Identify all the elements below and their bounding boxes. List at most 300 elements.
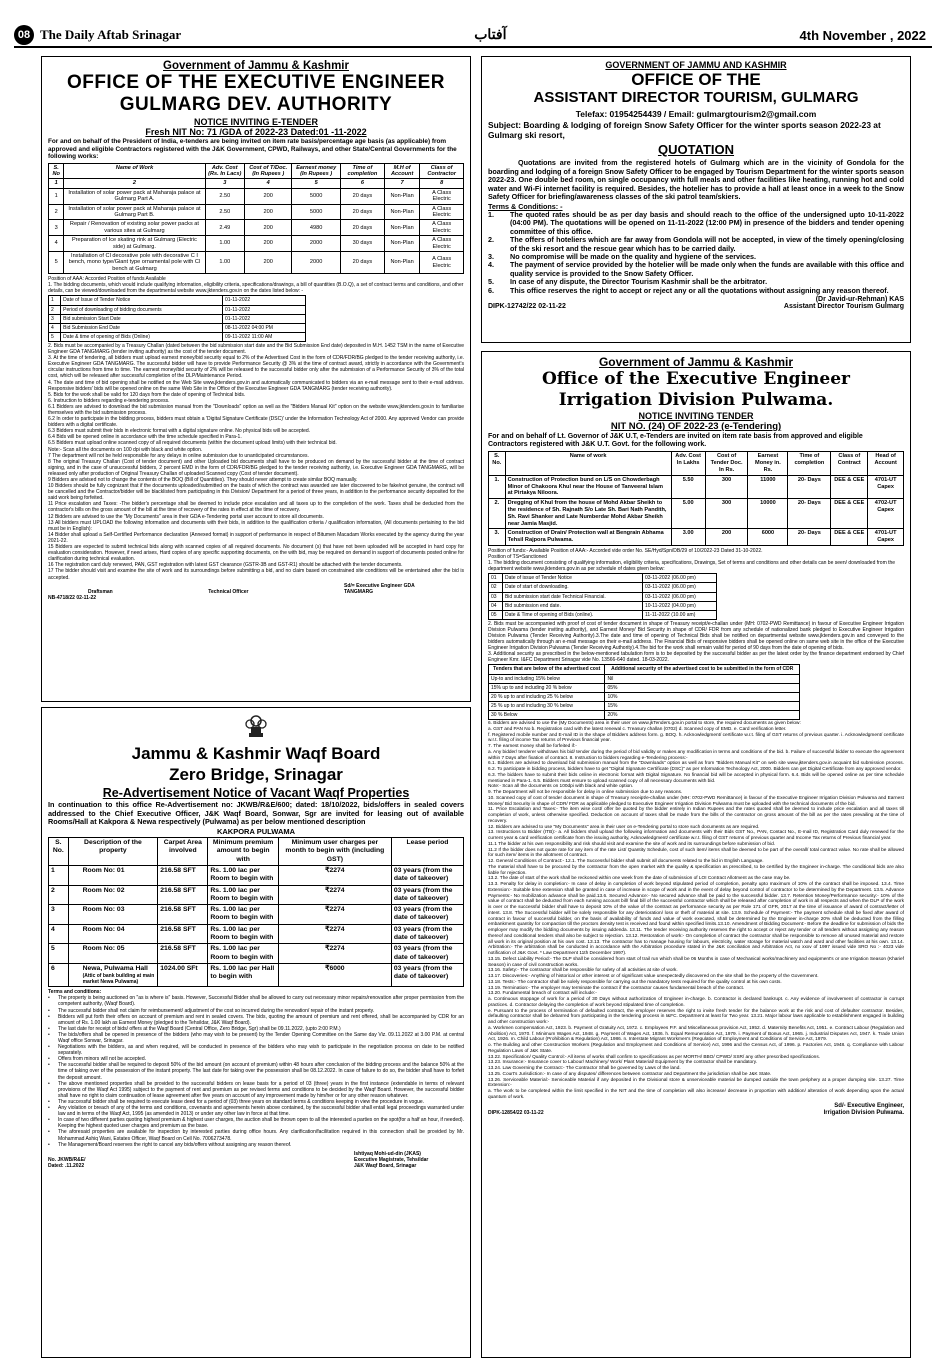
- tourism-sig-name: (Dr Javid-ur-Rehman) KAS: [815, 296, 904, 304]
- irr-clause: 11. Price Escalation and Taxes:- The item wise cost/ offer be quoted by the bidder entirely in Indian Rupees and the rates quoted shall be deemed to include price escalation and all taxes till completion of work, unless otherwise specified. Deduction on account of taxes shall be made from the bills of the contractor on gross amount of the bill as per the rates prevailing at the time of recovery.: [488, 807, 904, 824]
- list-item: [48, 1117, 464, 1129]
- gda-col-number: 8: [420, 179, 464, 188]
- gda-clause: 11 Price escalation and Taxes: -The bidder's percentage shall be deemed to include price escalation and all taxes up to the completion of the work. Taxes shall be deducted from the contractor's bills on the gross amount of the bill at the time of recovery of the rates in effect at the time of recovery.: [48, 501, 464, 514]
- paper-name: The Daily Aftab Srinagar: [40, 27, 182, 42]
- waqf-terms: [48, 995, 464, 1147]
- gda-date-value: 09-11-2022 11:00 AM: [222, 332, 305, 341]
- irr-clause: 7. The earnest money shall be forfeited if:-: [488, 744, 577, 750]
- irr-cell-cls: DEE & CEE: [831, 475, 868, 498]
- bullet-icon: •: [48, 1013, 50, 1020]
- waqf-cell-charges: ₹2274: [278, 905, 391, 925]
- table-row: [489, 683, 800, 692]
- gda-cell-mh: Non-Plan: [384, 188, 419, 204]
- table-row: [489, 475, 904, 498]
- irr-cell-cost: 5.50: [671, 475, 705, 498]
- waqf-term-text: The property is being auctioned on "as is where is" basis. However, Successful Bidder shall be allowed to carry out necessary minor repairs/renovation after proper permission from the competent authority, (Waqf Board).: [58, 995, 464, 1008]
- table-row: [49, 905, 464, 925]
- waqf-ref-date: Dated: .11.2022: [48, 1162, 85, 1169]
- irr-govt: Government of Jammu & Kashmir: [598, 355, 794, 369]
- gda-office-line1: OFFICE OF THE EXECUTIVE ENGINEER: [66, 72, 446, 93]
- irr-clause: 12. Bidders are advised to use "My Documents" area in their user on e-Tendering portal to store such documents as are required.: [488, 824, 760, 830]
- gda-col-header: M.H of Account: [384, 163, 419, 179]
- bullet-icon: •: [48, 1056, 50, 1063]
- gda-col-number: 1: [49, 179, 64, 188]
- tourism-term-number: 2.: [488, 235, 494, 245]
- gda-date-n: 1: [49, 296, 61, 305]
- waqf-cell-lease: 03 years (from the date of takeover): [391, 944, 463, 964]
- irr-clause: 6.3. The bidders have to submit their bids online in electronic format with Digital Signature. No financial bid will be accepted in physical form. 6.4. Bids will be opened online as per time schedule mentioned in Para-1. 6.5. Bidders must ensure to upload scanned copy of all necessary documents with bid.: [488, 772, 904, 784]
- waqf-term-text: The successful bidder shall be required to execute lease deed for a period of (03) three years on standard terms & conditions keeping in view the procedure in vogue.: [58, 1098, 425, 1105]
- gda-clause: 16 The registration card duly renewed, PAN, GST registration with latest GST clearance (GSTR-3B and GST-R1) should be attached with the tender documents.: [48, 562, 403, 569]
- table-row: [489, 701, 800, 710]
- irr-clause: 13.17. Discoveries:- Anything of historical or other interest or of significant value unexpectedly discovered on the site shall be the property of the Government.: [488, 974, 819, 980]
- waqf-location: KAKPORA PULWAMA: [216, 827, 296, 837]
- table-row: [49, 944, 464, 964]
- irr-clause: a. Continuous stoppage of work for a period of 30 Days without authorization of Engineer in-charge. b. Contractor is declared bankrupt. c. Any evidence of involvement of contractor in corrupt practices. d. Contractor delaying the completion of work beyond stipulated time of completion.: [488, 997, 904, 1008]
- gda-cell-name: Installation of solar power pack at Maharaja palace at Gulmarg Part A.: [64, 188, 205, 204]
- table-row: [489, 592, 717, 601]
- waqf-cell-desc: [68, 885, 158, 905]
- gda-clause: 2. Bids must be accompanied by a Treasury Challan (dated between the bid submission start date and the Bid Submission End date) deposited in M.H. 1452 TSM in the name of Executive Engineer GDA TANGMARG (tender inviting authority) as the cost of the tender document.: [48, 342, 464, 356]
- waqf-cell-premium: Rs. 1.00 lac per Room to begin with: [208, 866, 279, 886]
- gda-position: Position of AAA: Accorded Position of funds Available: [48, 276, 166, 283]
- gda-ref: NB-4718/22 02-11-22: [48, 594, 97, 601]
- tourism-term-number: 5.: [488, 277, 494, 287]
- irr-sec-header: Additional security of the advertised cost to be submitted in the form of CDR: [605, 665, 800, 674]
- gda-clause: Note:- Scan all the documents on 100 dpi with black and white option.: [48, 446, 203, 453]
- irr-cell-emd: 6000: [748, 529, 788, 546]
- bullet-icon: •: [48, 1098, 50, 1105]
- gda-clause: 6.4 Bids will be opened online in accordance with the time schedule specified in Para-1.: [48, 434, 242, 441]
- waqf-cell-area: 216.58 SFT: [158, 905, 208, 925]
- gda-cell-sno: 3: [49, 220, 64, 236]
- gda-cell-time: 30 days: [340, 236, 384, 252]
- list-item: [48, 995, 464, 1007]
- waqf-desc: Room No: 05: [82, 945, 125, 953]
- waqf-col-header: S. No.: [49, 838, 69, 866]
- irr-col-header: Name of work: [505, 452, 671, 475]
- irr-cell-sno: 1.: [489, 475, 506, 498]
- gda-date-label: Date & time of opening of Bids (Online): [61, 332, 223, 341]
- waqf-cell-sno: 2: [49, 885, 69, 905]
- gda-sig-technical: Technical Officer: [208, 588, 249, 595]
- page-header: [14, 24, 932, 48]
- gda-sig-engineer: Sd/= Executive Engineer GDA TANGMARG: [344, 582, 415, 595]
- irr-clause: 13. Instructions to Bidder (ITB):- a. All bidders shall upload the following information and documents with their Bids GST No., PAN, Contact No., E-mail ID, Registration Card duly renewed for the current year & card verification certificate from the issuing authority, Acknowledgment/ certificate w.r.t. filing of GST returns of previous quarter and Income Tax returns of Previous financial year.: [488, 830, 904, 842]
- irr-date-label: Bid submission start date Technical Financial.: [502, 592, 642, 601]
- irrigation-tender-ad: [481, 351, 911, 1358]
- gda-clause: 8 The original Treasury Challan (Cost of tender document) and other Uploaded bid documents shall have to be produced on demand by the successful bidder at the time of contract signing, and in the case of unsuccessful bidders, 2 percent EMD in the form of CDR/FDR/BG pledged to the tender receiving authority, i.e. Executive Engineer GDA TANGMARG, will be released only after production of Original Treasury Challan of uploaded Scanned copy (Cost of tender document).: [48, 458, 464, 477]
- table-row: [489, 583, 717, 592]
- waqf-desc: Room No: 02: [82, 886, 125, 894]
- irr-clauses-b: [488, 721, 904, 1101]
- page-number: 08: [14, 25, 34, 45]
- irr-date-value: 11-11-2022 (10.00 am): [642, 610, 716, 619]
- bullet-icon: •: [48, 1117, 50, 1124]
- gda-cell-time: 20 days: [340, 220, 384, 236]
- irr-clause: a. GST and PAN No b. Registration card with the latest renewal c. Treasury challan (0702) d. Scanned copy of EMD. e. Card verification letter.: [488, 726, 787, 732]
- irr-clause: 13.15. Defect Liability Period:- The DLP shall be considered from start of trail run which shall be 06 Months in case of Mechanical works/machinery and equipment's or one Irrigation Season (Kharief Season) in case of civil construction works.: [488, 956, 904, 968]
- gda-cell-sno: 2: [49, 204, 64, 220]
- tourism-subject: Subject: Boarding & lodging of foreign Snow Safety Officer for the winter sports season 2022-23 at Gulmarg ski resort,: [488, 120, 881, 140]
- waqf-title1: Jammu & Kashmir Waqf Board: [131, 744, 381, 763]
- irr-clause: 2. Bids must be accompanied with proof of cost of tender document in shape of Treasury receipt/e-challan under (MH: 0702-PWD Remittance) in favour of Executive Engineer Irrigation Division Pulwama (tender inviting authority), and Earnest Money/ Bid Security in shape of CDR/ FDR from any schedule of nationalized bank pledged to Executive Engineer Irrigation Division Pulwama (Tender Receiving Authority).3.The date and time of opening of Technical Bids shall be notified on departmental website www.jktenders.gov.in and conveyed to the bidders automatically through an e-mail message on their e-mail address. The Financial Bids of responsive bidders shall be opened online on same web site in the office of the Executive Engineer Irrigation Division Pulwama (Tender Receiving Authority).4.The bid for the work shall remain valid for period of 90 days from the date of opening of bids.: [488, 620, 904, 652]
- table-row: [489, 499, 904, 529]
- table-row: [489, 574, 717, 583]
- table-row: [489, 710, 800, 719]
- gda-col-number: 7: [384, 179, 419, 188]
- issue-date: 4th November , 2022: [799, 27, 926, 43]
- irr-date-value: 03-11-2022 (06.00 pm): [642, 592, 716, 601]
- waqf-cell-charges: ₹2274: [278, 866, 391, 886]
- irr-cell-time: 20- Days: [788, 499, 831, 529]
- irr-cell-emd: 11000: [748, 475, 788, 498]
- gda-cell-emd: 4980: [292, 220, 341, 236]
- gda-cell-sno: 4: [49, 236, 64, 252]
- gda-cell-tdoc: 200: [245, 204, 292, 220]
- tourism-office-line1: OFFICE OF THE: [631, 70, 761, 89]
- waqf-cell-lease: 03 years (from the date of takeover): [391, 963, 463, 986]
- irr-clause: 13.20. Fundamental breach of contract will include:-: [488, 991, 597, 997]
- list-item: [48, 1044, 464, 1056]
- table-row: [489, 692, 800, 701]
- gda-date-value: 01-11-2022: [222, 305, 305, 314]
- tourism-quotation-ad: [481, 56, 911, 343]
- irr-notice: NOTICE INVITING TENDER: [638, 411, 754, 421]
- gda-date-n: 3: [49, 314, 61, 323]
- gda-cell-cost: 2.49: [205, 220, 245, 236]
- tourism-body: Quotations are invited from the registered hotels of Gulmarg which are in the vicinity of Gondola for the boarding and lodging of a foreign Snow Safety Officer to be engaged by Tourism Department for the winter sports season 2022-23. One double bed room, on single occupancy with full meals and other facilities like heating, running hot and cold water and Wi-Fi internet facility is required. Besides, the hotelier has to provide a hall at least once in a week to the Snow Safety Officer for briefing/awareness classes of the ski patrol team/skiers.: [488, 158, 904, 202]
- irr-clause: 13.23. Insurance:- Insurance cover to Labour/ Machinery/ Work/ Plant Material/ Equipment by the contractor shall be mandatory.: [488, 1060, 758, 1066]
- gda-col-header: Class of Contractor: [420, 163, 464, 179]
- irr-clause: 13.24. Law Governing the Contract:- The Contractor Shall be governed by Laws of the land.: [488, 1066, 681, 1072]
- table-row: [489, 674, 800, 683]
- irr-clause: f. Registered mobile number and E-mail ID in the shape of Bidders address form. g. BOQ. h. Acknowledgment/ certificate w.r.t. filing of GST returns of previous quarter. i. Acknowledgment/ certificate w.r.t. filing of income Tax returns of Previous financial year.: [488, 732, 904, 744]
- irr-sec-header: Tenders that are below of the advertised cost: [489, 665, 605, 674]
- irr-col-header: S. No.: [489, 452, 506, 475]
- irr-cell-sno: 3.: [489, 529, 506, 546]
- table-row: [49, 188, 464, 204]
- gda-col-header: S. No: [49, 163, 64, 179]
- table-row: [49, 204, 464, 220]
- tourism-term-text: The offers of hoteliers which are far away from Gondola will not be accepted, in view of the timely opening/closing of the ski resort and the rescue gear which has to be carried daily.: [510, 235, 904, 253]
- irr-cell-name: Construction of Drain/ Protection wall at Bengrain Abhama Tehsil Rajpora Pulwama.: [505, 529, 671, 546]
- tourism-term-text: The quoted rates should be as per day basis and should reach to the office of the undersigned upto 10-11-2022 (04:00 PM). The quotations will be opened on 11-11-2022 (12:00 PM) in presence of the bidders and tender opening committee of this office.: [510, 209, 904, 236]
- tourism-term-number: 1.: [488, 209, 494, 219]
- gda-cell-cls: A Class Electric: [420, 251, 464, 273]
- list-item: [488, 287, 904, 295]
- bullet-icon: •: [48, 1080, 50, 1087]
- irr-cell-time: 20- Days: [788, 475, 831, 498]
- gda-col-header: Cost of T/Doc. (In Rupees ): [245, 163, 292, 179]
- gda-cell-name: Preparation of Ice skating rink at Gulmarg (Electric side) at Gulmarg.: [64, 236, 205, 252]
- waqf-term-text: Any violation or breach of any of the terms and conditions, covenants and agreements herein above contained, by the successful bidder shall entail legal proceedings warranted under law and in terms of the Waqf Act, 1995 (as amended in 2013) or under any other law in force at that time.: [58, 1105, 464, 1118]
- table-row: [49, 296, 306, 305]
- waqf-subtitle: Re-Advertisement Notice of Vacant Waqf Properties: [102, 786, 410, 800]
- irr-clause: The material shall have to be procured by the contractor from the open market with the quality & specification as prescribed, to be certified by the Engineer in-charge. The conditional bids are also liable for rejection.: [488, 864, 904, 876]
- irr-clause: 13.25. Court's Jurisdiction:- In case of any disputes/ differences between contractor and Department the jurisdiction shall be J&K State.: [488, 1071, 772, 1077]
- gda-tender-ad: [41, 56, 471, 702]
- irr-sec-cell: 20%: [605, 710, 800, 719]
- irr-clause: 12. General Conditions of Contract:- 12.1. The Successful bidder shall submit all documents related to the bid in English Language.: [488, 859, 764, 865]
- state-emblem-icon: [243, 711, 269, 739]
- gda-cell-tdoc: 200: [245, 251, 292, 273]
- waqf-term-text: The above mentioned properties shall be provided to the successful bidders on lease basis for a period of 03 (three) years in the first instance (extendable in terms of relevant provisions of the Waqf Act 1995) subject to the payment of rent and premium as per revised terms and conditions to be decided by the Waqf Board. However, the successful bidder shall have no right to claim continuation of lease agreement after five years on account of any improvement made by him/her or for any other reason whatever.: [58, 1080, 464, 1099]
- gda-date-value: 08-11-2022 04:00 PM: [222, 323, 305, 332]
- irr-col-header: Cost of Tender Doc. In Rs.: [705, 452, 748, 475]
- irr-col-header: Class of Contract: [831, 452, 868, 475]
- tourism-term-number: 3.: [488, 252, 494, 261]
- irr-cell-tdoc: 300: [705, 475, 748, 498]
- gda-cell-mh: Non-Plan: [384, 220, 419, 236]
- irr-clause: a. The work to be completed within the limit specified in the NIT and the time of completion will also increase/ decrease in proportion with addition/ alteration of work depending upon the actual quantum of work.: [488, 1089, 904, 1100]
- gda-clause: 15 Bidders are expected to submit technical bids along with scanned copies of all required documents. No document (s) that have not been uploaded will be accepted in hard copy for evaluation consideration. However, if need arises, Hard copies of any specific supporting documents, on the with bid, may be required on demand in support of documents posted online for clarification during technical evaluation.: [48, 544, 464, 563]
- irr-clause: 13.18. Tests:- The contractor shall be solely responsible for carrying out the mandatory tests required for the quality control at his own costs.: [488, 979, 782, 985]
- irr-cell-time: 20- Days: [788, 529, 831, 546]
- waqf-cell-sno: 5: [49, 944, 69, 964]
- waqf-term-text: Negotiations with the bidders, as and when required, will be conducted in presence of the bidders who may wish to participate in the negotiation process on date to be notified separately.: [58, 1044, 464, 1057]
- irr-sig-name: Sd/- Executive Engineer,: [834, 1102, 904, 1109]
- gda-cell-cost: 1.00: [205, 251, 245, 273]
- gda-clause: 6.3 Bidders must submit their bids in electronic format with a digital signature online. No physical bids will be accepted.: [48, 428, 311, 435]
- list-item: [48, 1129, 464, 1141]
- waqf-cell-charges: ₹2274: [278, 944, 391, 964]
- waqf-col-header: Carpet Area involved: [158, 838, 208, 866]
- irr-col-header: Head of Account: [868, 452, 904, 475]
- irr-col-header: Time of completion: [788, 452, 831, 475]
- table-row: [49, 885, 464, 905]
- irr-sec-cell: 20 % up to and including 25 % below: [489, 692, 605, 701]
- gda-clause: 6.5 Bidders must upload online scanned copy of all required documents (within the document upload limits) with their technical bid.: [48, 440, 337, 447]
- tourism-term-number: 6.: [488, 285, 494, 295]
- tourism-office-line2: ASSISTANT DIRECTOR TOURISM, GULMARG: [533, 89, 859, 106]
- irr-dates-table: [488, 573, 717, 619]
- gda-sig-draftsman: Draftsman: [88, 588, 113, 595]
- waqf-cell-charges: ₹2274: [278, 924, 391, 944]
- gda-col-number: 5: [292, 179, 341, 188]
- bullet-icon: •: [48, 1105, 50, 1112]
- irr-clause: 13.26. Serviceable Material:- Serviceable Material if any deposited in the Divisional store & unserviceable material be dumped outside the town periphery at a proper dumping site. 13.27. Time Extension:-: [488, 1077, 904, 1089]
- irr-sec-cell: 05%: [605, 683, 800, 692]
- waqf-desc-note: (Attic of bank building at main market Newa Pulwama): [82, 973, 155, 986]
- gda-cell-tdoc: 200: [245, 220, 292, 236]
- table-row: [49, 963, 464, 986]
- waqf-term-text: The last date for receipt of bids/ offers at the Waqf Board (Central Office, Zero Bridge, Sgr) shall be 09.11.2022, (upto 2:00 P.M.): [58, 1025, 341, 1032]
- gda-cell-mh: Non-Plan: [384, 204, 419, 220]
- irr-sec-cell: 25 % up to and including 30 % below: [489, 701, 605, 710]
- waqf-cell-charges: ₹6000: [278, 963, 391, 986]
- table-row: [49, 323, 306, 332]
- irr-clause: o. The Building and other Construction Workers (Regulation and Employment and Conditions of Service) Act, 1996 and the Census Act, of 1996. p. Factories Act, 1948. q. Compliance with Labour Regulation Laws of J&K State.: [488, 1043, 904, 1054]
- waqf-term-text: Bidders will put forth their offers on account of premium and rent in sealed covers. The bids, quoting the amount of premium and rent offered, shall be accompanied by CDR for an amount of Rs. 1.00 lakh as Earnest Money (pledged to the Tehsildar, J&K Waqf Board).: [58, 1013, 464, 1026]
- irr-clause: 13.3. Penalty for delay in completion:- In case of delay in completion of work beyond stipulated period of completion, penalty upto maximum of 10% of the contract shall be imposed. 13.4. Time Extension:- Suitable time extension shall be granted in case of increase in scope of work and in the event of delay beyond control of contractor to be determined by the Department. 13.5. Advance Payments:- No mobilization advance shall be paid.13.6. Secured Advance:- No secured advance shall be paid to the successful bidder. 13.7. Retention Money/Performance security:- 10% of the value of contract shall be deducted from each running account bill/ final bill of the successful contractor which shall be released after completion of work in all respects and when the DLP of the work is over or the successful bidder shall have to deposit 10% of the value of the contract as performance security as per Rule 171 of GFR, 2017 at the time of issuance of award of contract/letter of intent. 13.8. The Successful bidder will be solely responsible for any deterioration/ loss or theft of material at site. 13.9. Schedule of Payment:- The payment schedule shall be fixed after award of contract in favour of successful bidder, on the basis of availability of funds and value of work executed, shall be determined by the Engineer in-charge 20% shall be deducted from the filling embankment quantity for compaction till the proctors density test is received and found within specified limits.13.10. Amendment of Bidding Document:- Before the deadline for submission of bids the employer may modify the bidding documents by issuing addenda. 13.11. The tender receiving authority reserves the right to accept or reject any tender or all tenders without assigning any reason thereof and conditional tenders shall also be subject to rejection. 13.12. Restoration of work:- On completion of contract the contractor shall be responsible to remove all unused material and restore all work in its original position at his own cost. 13.13. The contractor has to manage housing for labours, electricity, water storage for material watch and ward and other facilities at his own. 13.14. Arbitration:- The arbitration shall be conducted in accordance with the Arbitration procedure stated in the J&K conciliation and Arbitration Act, no xxxv of 1997 issued vide SRO No :- 4023 vide notification of J&K Govt. * Law Department 11th December 1997).: [488, 882, 904, 957]
- irr-ref: DIPK-12854/22 03-11-22: [488, 1110, 544, 1117]
- gda-cell-cls: A Class Electric: [420, 236, 464, 252]
- gda-date-value: 01-11-2022: [222, 314, 305, 323]
- gda-col-header: Time of completion: [340, 163, 384, 179]
- gda-works-table: [48, 163, 464, 275]
- gda-cell-cls: A Class Electric: [420, 220, 464, 236]
- irr-clause: a. Any bidder/ tenderer withdraws his bid/ tender during the period of bid validity or makes any modification in terms and conditions of the bid. b. Failure of successful bidder to execute the agreement within 7 Days after fixation of contract. 8. Instruction to bidders regarding e-Tendering process:-: [488, 749, 904, 761]
- waqf-cell-area: 216.58 SFT: [158, 885, 208, 905]
- list-item: [48, 1105, 464, 1117]
- gda-cell-emd: 5000: [292, 188, 341, 204]
- irr-date-label: Bid submission end date.: [502, 601, 642, 610]
- gda-cell-cls: A Class Electric: [420, 204, 464, 220]
- irr-date-label: Date of issue of Tender Notice: [502, 574, 642, 583]
- irr-clause: a. Workmen compensation Act, 1923. b. Payment of Gratuity Act, 1972. c. Employees P.F. and Miscellaneous provision Act, 1952. d. Maternity Benefits Act, 1951. e. Contract Labour (Regulation and Abolition) Act, 1970. f. Minimum Wages Act, 1948. g. Payment of Wages Act, 1936. h. Equal Remuneration Act, 1979. i. Payment of Bonus Act, 1965. j. Industrial Disputes Act, 1947. k. Trade Union Act, 1926. m. Child Labour (Prohibition & Regulation) Act, 1986. n. Interstate Migrant Workmen's (Regulation of Employment and Conditions of Service Act, 1979.: [488, 1025, 904, 1043]
- irr-clauses-a: [488, 621, 904, 664]
- irr-clause: Note:- Scan all the documents on 100dpi with black and white option.: [488, 784, 634, 790]
- gda-date-label: Bid submission Start Date: [61, 314, 223, 323]
- waqf-ref-no: No. JKWB/R&E/: [48, 1156, 86, 1163]
- table-row: [49, 220, 464, 236]
- irr-clause: 11.1 The bidder at his own responsibility and risk should visit and examine the site of work and its surroundings before submission of bid.: [488, 841, 776, 847]
- waqf-col-header: Minimum premium amount to begin with: [208, 838, 279, 866]
- irr-position: Position of funds:- Available Position of AAA:- Accorded vide order No. SE/Hyd/Spn/DB/29 of 10/2022-23 Dated 31-10-2022.: [488, 547, 763, 554]
- irr-cell-emd: 10000: [748, 499, 788, 529]
- waqf-cell-desc: [68, 905, 158, 925]
- gda-cell-name: Repair / Renovation of existing solar power packs at various sites at Gulmarg: [64, 220, 205, 236]
- waqf-term-text: Offers from minors will not be accepted.: [58, 1056, 146, 1063]
- tourism-heading: QUOTATION: [657, 142, 735, 157]
- irr-signature: [488, 1103, 904, 1117]
- gda-cell-cost: 2.50: [205, 188, 245, 204]
- gda-cell-emd: 2000: [292, 236, 341, 252]
- irr-date-value: 03-11-2022 (06.00 pm): [642, 583, 716, 592]
- waqf-col-header: Lease period: [391, 838, 463, 866]
- gda-col-number: 4: [245, 179, 292, 188]
- bullet-icon: •: [48, 1044, 50, 1051]
- waqf-board-ad: [41, 707, 471, 1358]
- gda-cell-name: Installation of Cl decorative pole with decorative C I bench, mono type/Giant type ornamental pole with Cl bench at Gulmarg: [64, 251, 205, 273]
- gda-signatures: [48, 583, 464, 595]
- irr-clause: 13.22. Specification/ Quality Control:- All items of works shall confirm to specifications as per MORTH/ BBO/ CPWD/ SSR/ any other prescribed specifications.: [488, 1054, 821, 1060]
- irr-sec-cell: Up-to and including 15% below: [489, 674, 605, 683]
- waqf-desc: Room No: 04: [82, 925, 125, 933]
- irr-date-label: Date & Time of opening of Bids (online).: [502, 610, 642, 619]
- irr-sig-title: Irrigation Division Pulwama.: [823, 1109, 904, 1116]
- waqf-term-text: The bids/offers shall be opened in presence of the bidders (who may wish to be present) by the Tender Opening Committee on the Same day Viz. 09.11.2022 at 3.00 P.M. at central Waqf office Sonwar, Srinagar.: [58, 1031, 464, 1045]
- waqf-cell-lease: 03 years (from the date of takeover): [391, 905, 463, 925]
- waqf-cell-lease: 03 years (from the date of takeover): [391, 924, 463, 944]
- tourism-terms: [488, 211, 904, 295]
- gda-cell-time: 20 days: [340, 251, 384, 273]
- table-row: [489, 610, 717, 619]
- waqf-cell-sno: 3: [49, 905, 69, 925]
- gda-cell-emd: 5000: [292, 204, 341, 220]
- gda-cell-cost: 2.50: [205, 204, 245, 220]
- list-item: [48, 1062, 464, 1080]
- gda-clause: 10 Bidders should be fully cognizant that if the documents uploaded/submitted on the basis of which the contract was awarded are later discovered to be fake/not genuine, the contract will be cancelled and the Contractor/bidder will be blacklisted from participating in this Division/ Department for a period of three years, in addition to the performance security deposited for the said work being forfeited.: [48, 483, 464, 502]
- irr-date-label: Date of start of downloading.: [502, 583, 642, 592]
- table-row: [489, 529, 904, 546]
- gda-col-header: Earnest money (In Rupees ): [292, 163, 341, 179]
- gda-cell-tdoc: 200: [245, 188, 292, 204]
- list-item: [488, 236, 904, 253]
- waqf-cell-lease: 03 years (from the date of takeover): [391, 866, 463, 886]
- gda-clause: 7 The department will not be held responsible for any delays in online submission due to unanticipated circumstances.: [48, 452, 309, 459]
- gda-clauses: [48, 343, 464, 581]
- waqf-cell-premium: Rs. 1.00 lac per Hall to begin with: [208, 963, 279, 986]
- gda-cell-cost: 1.00: [205, 236, 245, 252]
- gda-notice: NOTICE INVITING E-TENDER: [193, 117, 318, 127]
- waqf-cell-premium: Rs. 1.00 lac per Room to begin with: [208, 944, 279, 964]
- gda-clause: 3. At the time of tendering, all bidders must upload earnest money/bid security equal to 2% of the Advertised Cost in the form of CDR/FDR/BG pledged to the tender receiving authority, i.e. Executive Engineer GDA TANGMARG. The successful bidder will have to provide Performance Security @ 3% at the time of contract award, strictly in accordance with the Government's circular instructions from time to time. The earnest money/bid security of 2% will be released to the successful bidder only after the submission of a Performance Security of 3% of the total cost, which will be released after successful completion of the DLP/Maintenance Period.: [48, 355, 464, 380]
- table-row: [49, 251, 464, 273]
- waqf-col-header: Description of the property: [68, 838, 158, 866]
- waqf-cell-desc: [68, 866, 158, 886]
- gda-cell-mh: Non-Plan: [384, 251, 419, 273]
- waqf-cell-area: 216.58 SFT: [158, 944, 208, 964]
- waqf-cell-premium: Rs. 1.00 lac per Room to begin with: [208, 905, 279, 925]
- tourism-govt: GOVERNMENT OF JAMMU AND KASHMIR: [605, 60, 787, 70]
- irr-sec-cell: 30 % Below: [489, 710, 605, 719]
- bullet-icon: •: [48, 1031, 50, 1038]
- irr-clause: e. Pursuant to the process of termination of defaulted contract, the employer reserves the right to invite fresh tender for the balance work at the risk and cost of defaulter contractor. Besides, defaulting contractor shall be debarred from participating in the tendering process in I&FC. Department at least for Two year. 13.21. Major labour laws applicable to establishment engaged in building and other construction work:-: [488, 1008, 904, 1026]
- waqf-cell-area: 1024.00 SFt: [158, 963, 208, 986]
- irr-clause: 13.19. Termination:- The employer may terminate the contract if the contractor causes fundamental breach of the contract.: [488, 985, 745, 991]
- waqf-cell-desc: [68, 944, 158, 964]
- gda-date-label: Period of downloading of bidding documents: [61, 305, 223, 314]
- irr-cell-cost: 5.00: [671, 499, 705, 529]
- irr-office-line2: Irrigation Division Pulwama.: [558, 390, 834, 410]
- tourism-terms-title: Terms & Conditions: -: [488, 201, 563, 211]
- irr-clause: 13.2. The date of start of the work shall be reckoned within one week from the date of submission of LOI Contract Allotment as the case may be.: [488, 876, 791, 882]
- tourism-term-text: This office reserves the right to accept or reject any or all the quotations without assigning any reason thereof.: [510, 285, 889, 295]
- irr-cell-head: 4701-UT Capex: [868, 529, 904, 546]
- irr-cell-name: Dregging of Khul from the house of Mohd Akbar Sheikh to the residence of Sh. Rajnath S/o Late Sh. Bari Nath Pandith, Sh. Ravi Shanker and Late Numberdar Mohd Akbar Sheikh near Jamia Masjid.: [505, 499, 671, 529]
- tourism-term-text: In case of any dispute, the Director Tourism Kashmir shall be the arbitrator.: [510, 277, 768, 287]
- gda-clause: 17 The bidder should visit and examine the site of work and its surroundings before submitting a bid, and no claim based on constrained site conditions will be entertained after the bid is accepted.: [48, 568, 464, 581]
- irr-sec-cell: 15% up to and including 20 % below: [489, 683, 605, 692]
- irr-sec-cell: Nil: [605, 674, 800, 683]
- table-row: [49, 314, 306, 323]
- gda-cell-emd: 2000: [292, 251, 341, 273]
- irr-clause: 11.2 If the bidder does not quote rate for any item of the rate List/ Quantity Schedule, cost of such item/ items shall be deemed to be part of the overall/ total contract value. No rate shall be allowed for such item/ items in the allotment of contract.: [488, 847, 904, 859]
- irr-date-n: 04: [489, 601, 503, 610]
- gda-date-label: Date of Issue of Tender Notice: [61, 296, 223, 305]
- waqf-sig-title1: Executive Magistrate, Tehsildar: [354, 1156, 429, 1163]
- table-row: [49, 305, 306, 314]
- list-item: [488, 211, 904, 236]
- waqf-term-text: The successful bidder shall be required to deposit 50% of the bid amount (on account of premium) within 48 hours after conclusion of the bidding process and the balance 50% at the time of taking over of the possession of the instant property. The last date for taking over the possession shall be 08.12.2022. In case of failure to do so, the bidder shall have to forfeit the deposit amount.: [58, 1062, 464, 1081]
- bullet-icon: •: [48, 1062, 50, 1069]
- irr-clause: 10. Scanned copy of cost of tender document in shape of Treasury receipt/e-challan under (MH: 0702-PWD Remittance) in favour of the Executive Engineer Irrigation Division Pulwama and Earnest Money/ Bid Security in shape of CDR/ FDR as applicable pledged to Executive Engineer Irrigation Division Pulwama must be uploaded with the technical documents of the bid.: [488, 795, 904, 807]
- gda-clause: 12 Bidders are advised to use the "My Documents" area in their GDA e-Tendering portal user account to store all documents.: [48, 513, 324, 520]
- irr-cell-name: Construction of Protection bund on L/S on Chowderbagh Minor of Chakoora Khul near the House of Tanveeral Islam at Pirtakya Niloora.: [505, 475, 671, 498]
- irr-position2: Position of TS=Sanctioned: [488, 554, 547, 561]
- waqf-col-header: Minimum user charges per month to begin with (including GST): [278, 838, 391, 866]
- irr-date-n: 01: [489, 574, 503, 583]
- irr-cell-head: 4702-UT Capex: [868, 499, 904, 529]
- gda-office-line2: GULMARG DEV. AUTHORITY: [119, 94, 393, 115]
- waqf-cell-sno: 4: [49, 924, 69, 944]
- list-item: [488, 261, 904, 278]
- irr-cell-sno: 2.: [489, 499, 506, 529]
- table-row: [49, 924, 464, 944]
- irr-clause: 13.16. Safety:- The contractor shall be responsible for safety of all activities at site of work.: [488, 968, 678, 974]
- table-row: [49, 236, 464, 252]
- gda-cell-sno: 5: [49, 251, 64, 273]
- bullet-icon: •: [48, 1007, 50, 1014]
- waqf-intro: In continuation to this office Re-Advertisement no: JKWB/R&E/600; dated: 18/10/2022, bids/offers in sealed covers addressed to the Chief Executive Officer, J&K Waqf Board, Sonwar, Sgr are invited for leasing out of available Rooms/Hall at Kakpora & Newa respectively (Pulwama) as per below mentioned description: [48, 800, 464, 827]
- irr-date-value: 03-11-2022 (06.00 pm): [642, 574, 716, 583]
- irr-works-table: [488, 451, 904, 546]
- gda-col-header: Name of Work: [64, 163, 205, 179]
- tourism-contact: Telefax: 01954254439 / Email: gulmargtourism2@gmail.com: [575, 109, 817, 119]
- gda-col-header: Adv. Cost (Rs. In Lacs): [205, 163, 245, 179]
